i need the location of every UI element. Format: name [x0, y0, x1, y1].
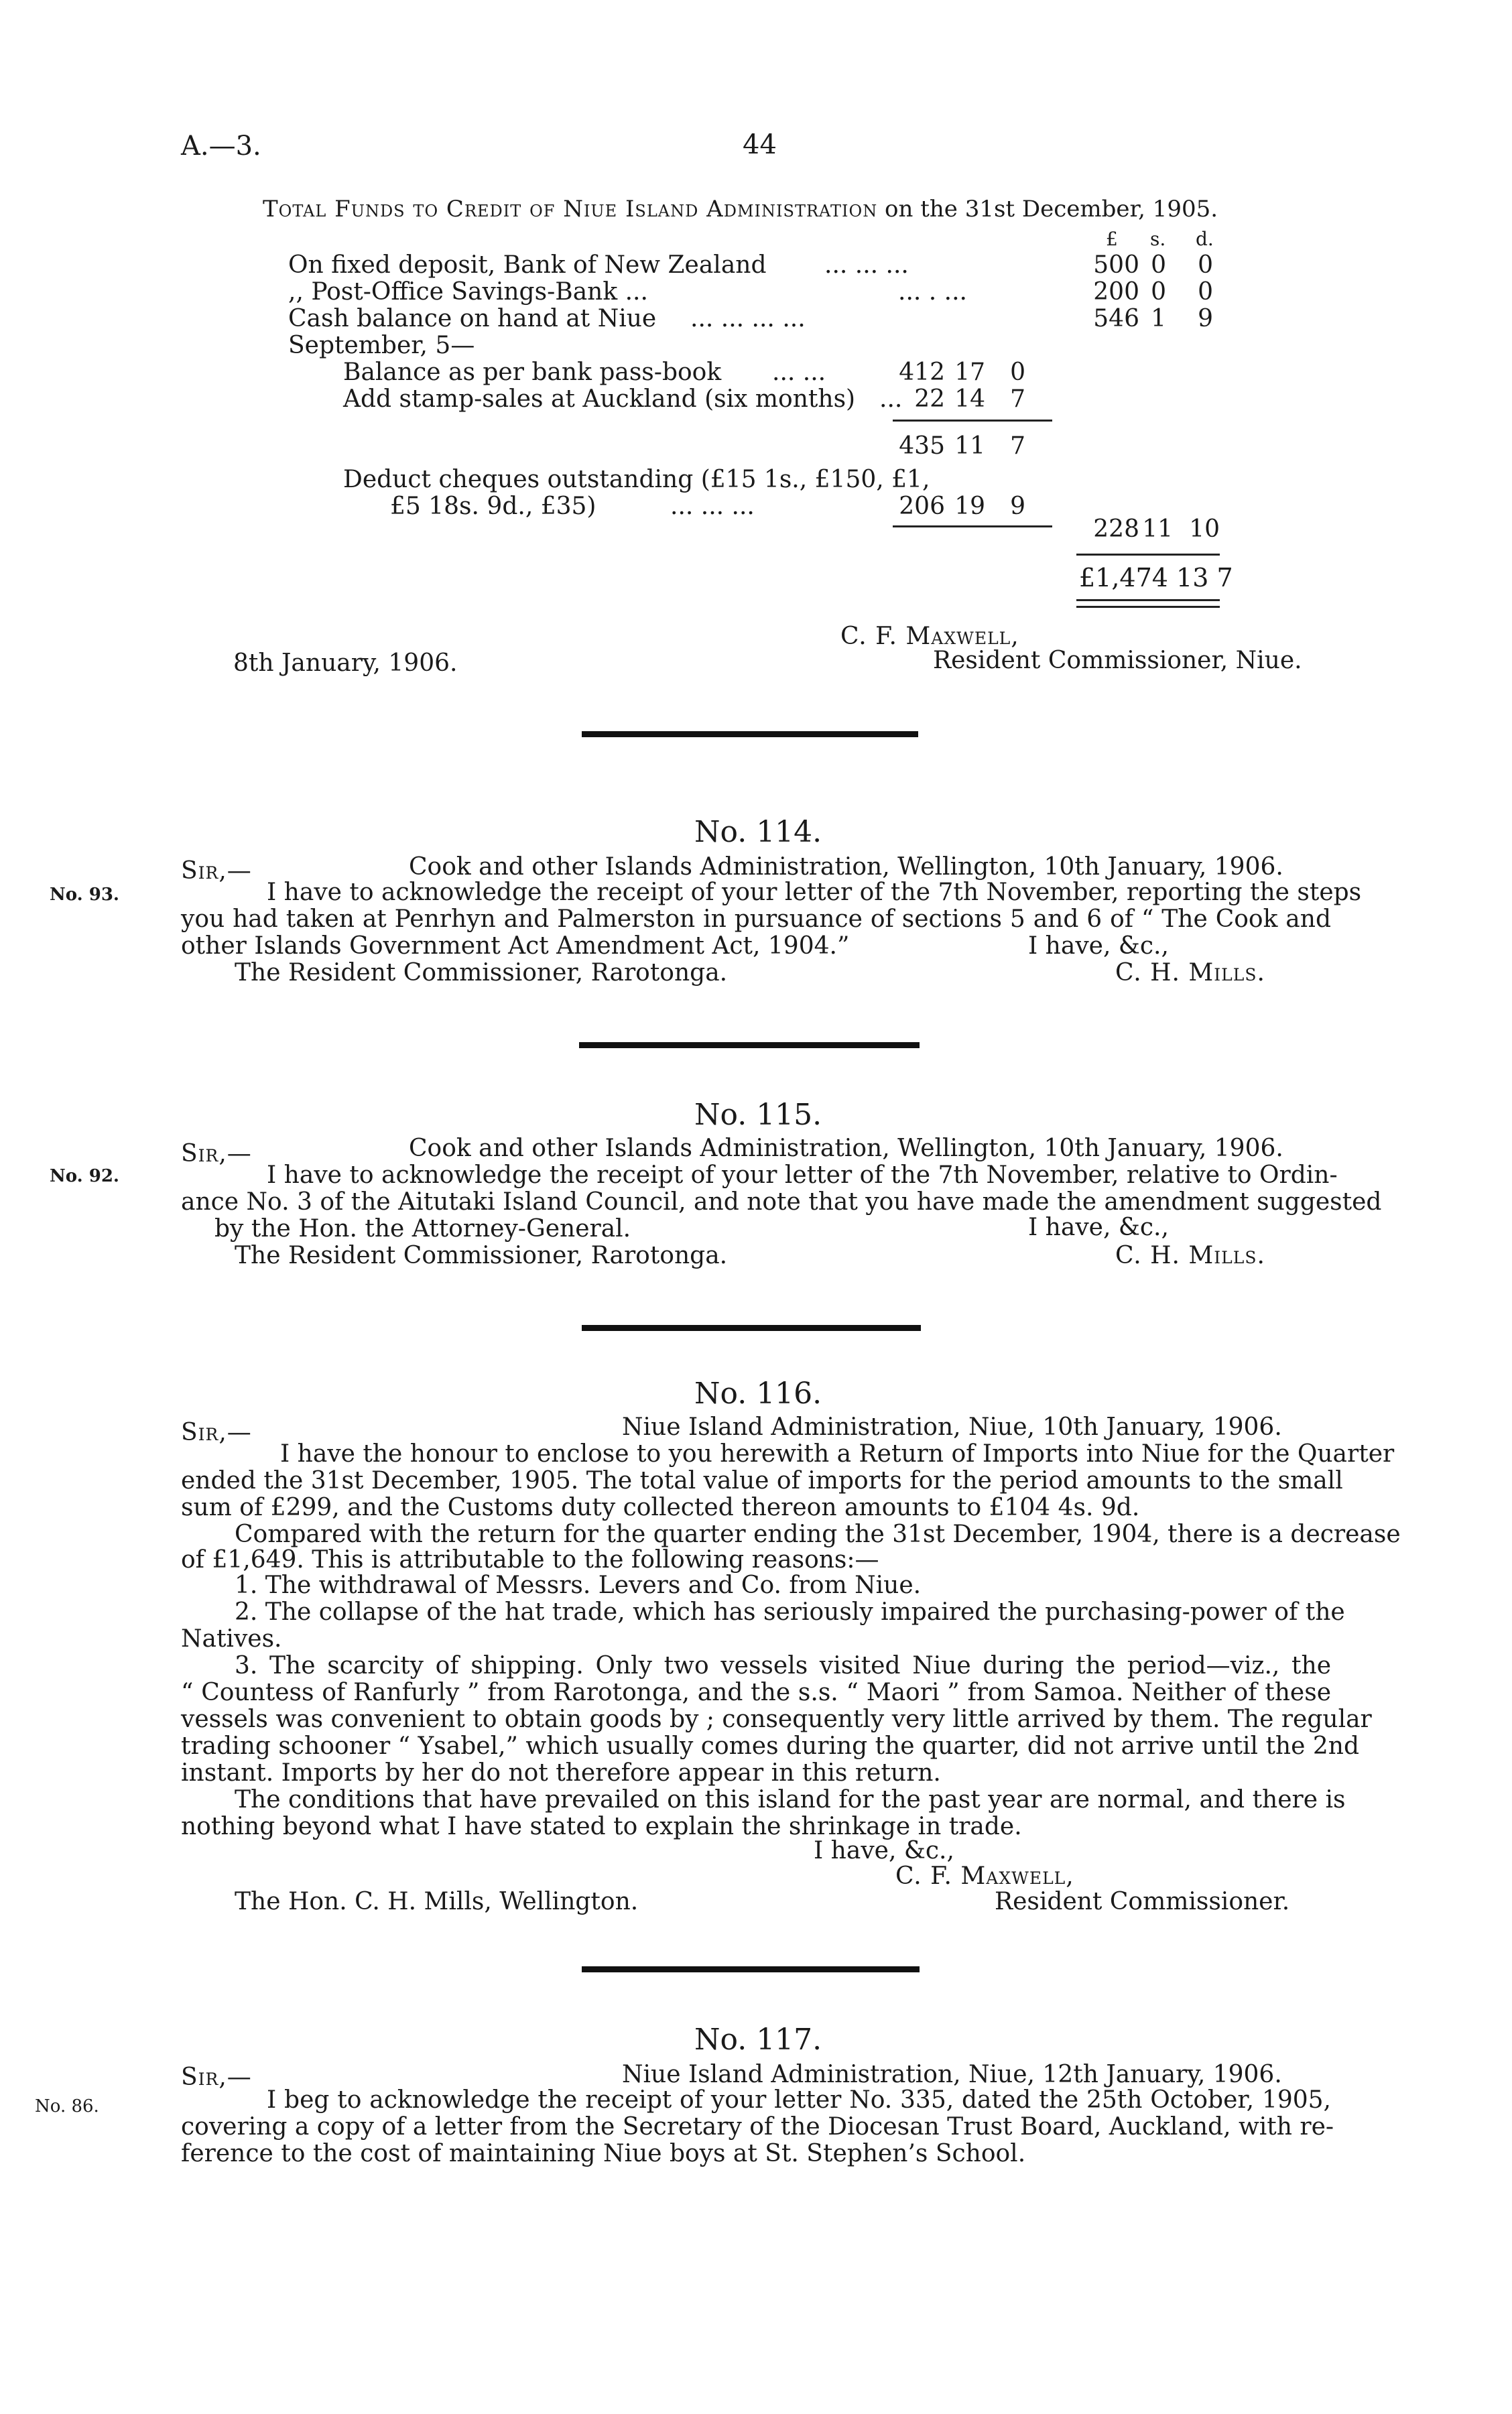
deduct-pence: 9 — [1010, 493, 1025, 520]
deduct-label-line1: Deduct cheques outstanding (£15 1s., £150, £1, — [343, 466, 930, 493]
letter-body-line: ference to the cost of maintaining Niue boys at St. Stephen’s School. — [181, 2140, 1026, 2167]
funds-title-suffix: on the 31st December, 1905. — [885, 196, 1218, 223]
subtotal-rule — [893, 420, 1052, 422]
grand-total: £1,474 13 7 — [1079, 563, 1233, 592]
salutation-text: Sir,— — [181, 1140, 252, 1167]
salutation — [181, 1141, 252, 1167]
letter-body-line: 2. The collapse of the hat trade, which has seriously impaired the purchasing-power of the — [235, 1598, 1345, 1626]
leader-dots: ... ... ... — [670, 493, 755, 520]
letter-signer — [895, 1863, 1074, 1890]
sub-row-pounds: 22 — [914, 385, 945, 413]
letter-heading: No. 116. — [694, 1377, 822, 1411]
funds-date: 8th January, 1906. — [233, 649, 458, 677]
col-shilling-header: s. — [1150, 228, 1166, 250]
letter-body-line: of £1,649. This is attributable to the following reasons:— — [181, 1546, 879, 1574]
salutation — [181, 1419, 252, 1446]
deduct-pounds: 206 — [899, 493, 945, 520]
salutation-text: Sir,— — [181, 857, 252, 885]
leader-dots: ... . ... — [898, 278, 967, 306]
letter-recipient: The Resident Commissioner, Rarotonga. — [235, 959, 728, 987]
letter-body-line: I have to acknowledge the receipt of your letter of the 7th November, relative to Ordin- — [267, 1161, 1338, 1189]
letter-closing: I have, &c., — [1028, 932, 1169, 960]
letter-body-line: “ Countess of Ranfurly ” from Rarotonga, and the s.s. “ Maori ” from Samoa. Neither of these — [181, 1679, 1331, 1706]
letter-signer-name: C. F. Maxwell, — [895, 1862, 1074, 1890]
letter-body-line: other Islands Government Act Amendment Act, 1904.” — [181, 932, 850, 960]
letter-body-line: I have the honour to enclose to you herewith a Return of Imports into Niue for the Quarter — [280, 1440, 1395, 1468]
letter-heading: No. 117. — [694, 2023, 822, 2057]
funds-signer-name: C. F. Maxwell, — [840, 623, 1019, 650]
letter-body-line: I have to acknowledge the receipt of your letter of the 7th November, reporting the steps — [267, 879, 1362, 906]
funds-row-pence: 0 — [1198, 251, 1213, 279]
letter-body-line: instant. Imports by her do not therefore appear in this return. — [181, 1759, 941, 1787]
funds-row-label: ,, Post-Office Savings-Bank ... — [288, 278, 648, 306]
sub-row-shillings: 14 — [954, 385, 985, 413]
letter-body-line: trading schooner “ Ysabel,” which usually comes during the quarter, did not arrive until the 2nd — [181, 1732, 1359, 1760]
document-reference: A.—3. — [181, 131, 261, 162]
subtotal-pounds: 435 — [899, 432, 945, 460]
letter-body-line: ance No. 3 of the Aitutaki Island Council, and note that you have made the amendment suggested — [181, 1188, 1382, 1216]
funds-row-pence: 9 — [1198, 305, 1213, 332]
sub-row-pence: 0 — [1010, 359, 1025, 386]
letter-body-line: covering a copy of a letter from the Secretary of the Diocesan Trust Board, Auckland, with re- — [181, 2113, 1334, 2141]
letter-address: Cook and other Islands Administration, Wellington, 10th January, 1906. — [409, 1135, 1283, 1162]
margin-reference: No. 93. — [50, 885, 119, 905]
subtotal-pence: 7 — [1010, 432, 1025, 460]
margin-reference: No. 92. — [50, 1166, 119, 1186]
letter-closing: I have, &c., — [1028, 1214, 1169, 1241]
subtotal-shillings: 11 — [954, 432, 985, 460]
section-divider — [582, 1325, 921, 1331]
funds-row-pounds: 200 — [1093, 278, 1139, 306]
letter-signer-name: C. H. Mills. — [1115, 959, 1265, 987]
letter-recipient: The Resident Commissioner, Rarotonga. — [235, 1242, 728, 1269]
letter-recipient: The Hon. C. H. Mills, Wellington. — [235, 1888, 639, 1915]
section-divider — [582, 1966, 920, 1972]
col-pound-header: £ — [1106, 228, 1118, 250]
net-shillings: 11 — [1142, 515, 1173, 543]
letter-body-line: nothing beyond what I have stated to explain the shrinkage in trade. — [181, 1813, 1022, 1840]
sub-row-label: Balance as per bank pass-book — [343, 359, 722, 386]
letter-body-line: you had taken at Penrhyn and Palmerston in pursuance of sections 5 and 6 of “ The Cook and — [181, 905, 1331, 933]
letter-body-line: vessels was convenient to obtain goods by ; consequently very little arrived by them. The regular — [181, 1706, 1372, 1733]
letter-body-line: I beg to acknowledge the receipt of your letter No. 335, dated the 25th October, 1905, — [267, 2086, 1331, 2114]
salutation — [181, 858, 252, 885]
funds-signer-title: Resident Commissioner, Niue. — [933, 647, 1302, 674]
funds-signer — [840, 623, 1019, 650]
sub-row-pounds: 412 — [899, 359, 945, 386]
section-divider — [582, 731, 918, 737]
leader-dots: ... ... — [772, 359, 826, 386]
col-pence-header: d. — [1196, 228, 1214, 250]
funds-row-label: Cash balance on hand at Niue — [288, 305, 657, 332]
total-rule-double-2 — [1076, 606, 1220, 608]
letter-body-line: ended the 31st December, 1905. The total value of imports for the period amounts to the small — [181, 1467, 1343, 1495]
letter-heading: No. 114. — [694, 815, 822, 849]
leader-dots: ... — [879, 385, 903, 413]
letter-signer-name: C. H. Mills. — [1115, 1242, 1265, 1269]
funds-row-label: On fixed deposit, Bank of New Zealand — [288, 251, 767, 279]
leader-dots: ... ... ... ... — [690, 305, 806, 332]
letter-address: Niue Island Administration, Niue, 10th January, 1906. — [622, 1413, 1282, 1441]
letter-body-line: 3. The scarcity of shipping. Only two vessels visited Niue during the period—viz., the — [235, 1652, 1331, 1679]
net-pence: 10 — [1189, 515, 1220, 543]
funds-title — [263, 196, 1218, 223]
net-pounds: 228 — [1093, 515, 1139, 543]
total-rule-top — [1076, 554, 1220, 556]
margin-reference: No. 86. — [35, 2096, 99, 2116]
letter-signer — [1115, 960, 1265, 987]
section-divider — [579, 1042, 920, 1048]
letter-body-line: The conditions that have prevailed on this island for the past year are normal, and there is — [235, 1786, 1346, 1814]
salutation-text: Sir,— — [181, 2063, 252, 2091]
letter-signer-title: Resident Commissioner. — [995, 1888, 1290, 1915]
page-number: 44 — [743, 129, 777, 160]
funds-row-pence: 0 — [1198, 278, 1213, 306]
letter-heading: No. 115. — [694, 1098, 822, 1132]
funds-row-shillings: 1 — [1151, 305, 1166, 332]
leader-dots: ... ... ... — [824, 251, 909, 279]
letter-body-line: sum of £299, and the Customs duty collected thereon amounts to £104 4s. 9d. — [181, 1494, 1140, 1521]
letter-body-line: Compared with the return for the quarter ending the 31st December, 1904, there is a decrease — [235, 1521, 1401, 1548]
letter-body-line: Natives. — [181, 1625, 282, 1653]
deduct-shillings: 19 — [954, 493, 985, 520]
september-label: September, 5— — [288, 332, 475, 359]
letter-body-line: 1. The withdrawal of Messrs. Levers and Co. from Niue. — [235, 1572, 922, 1599]
funds-row-shillings: 0 — [1151, 251, 1166, 279]
deduct-label-line2: £5 18s. 9d., £35) — [390, 493, 596, 520]
total-rule-double-1 — [1076, 599, 1220, 601]
funds-title-prefix: Total Funds to Credit of Niue Island Administration — [263, 196, 878, 223]
letter-signer — [1115, 1243, 1265, 1269]
sub-row-pence: 7 — [1010, 385, 1025, 413]
salutation-text: Sir,— — [181, 1419, 252, 1446]
letter-closing: I have, &c., — [814, 1837, 954, 1864]
letter-body-line: by the Hon. the Attorney-General. — [214, 1215, 631, 1243]
deduct-rule — [893, 525, 1052, 527]
letter-address: Niue Island Administration, Niue, 12th January, 1906. — [622, 2061, 1282, 2088]
sub-row-shillings: 17 — [954, 359, 985, 386]
funds-row-shillings: 0 — [1151, 278, 1166, 306]
funds-row-pounds: 500 — [1093, 251, 1139, 279]
letter-address: Cook and other Islands Administration, Wellington, 10th January, 1906. — [409, 853, 1283, 881]
salutation — [181, 2064, 252, 2091]
sub-row-label: Add stamp-sales at Auckland (six months) — [343, 385, 856, 413]
funds-row-pounds: 546 — [1093, 305, 1139, 332]
